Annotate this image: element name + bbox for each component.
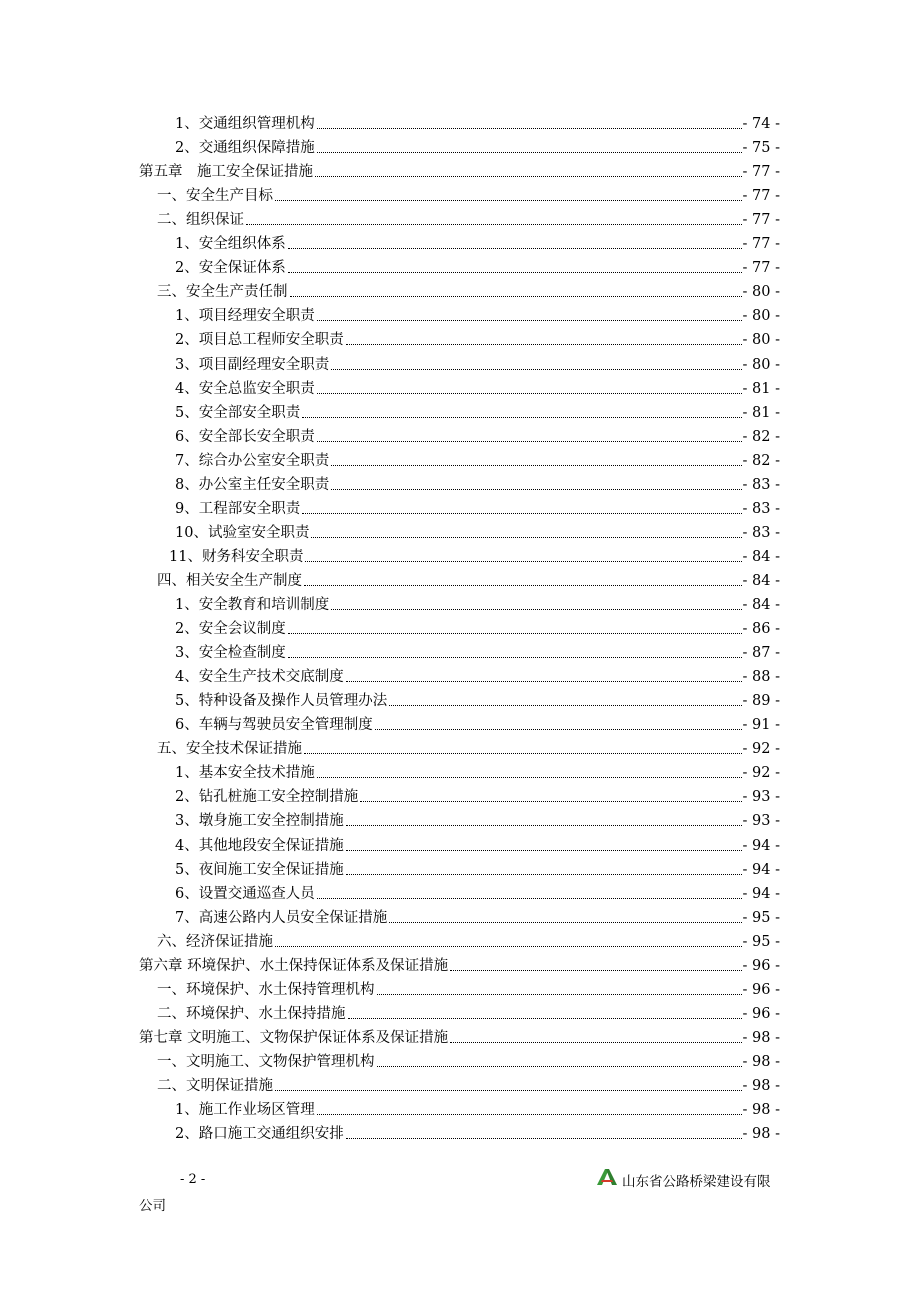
toc-entry-page: - 80 - [742,284,780,301]
toc-dot-leader [288,272,742,273]
toc-entry-title: 9、工程部安全职责 [175,500,301,517]
toc-entry-page: - 98 - [742,1029,780,1046]
toc-entry[interactable] [175,858,780,882]
toc-dot-leader [346,874,742,875]
toc-entry-title: 一、安全生产目标 [157,188,273,205]
toc-entry-page: - 94 - [742,837,780,854]
toc-entry-page: - 88 - [742,669,780,686]
toc-entry-page: - 83 - [742,476,780,493]
toc-entry-title: 1、安全组织体系 [175,236,286,253]
toc-entry-page: - 98 - [742,1053,780,1070]
toc-entry-title: 2、交通组织保障措施 [175,140,315,157]
toc-dot-leader [288,633,742,634]
toc-entry[interactable] [157,569,780,593]
toc-entry-title: 5、夜间施工安全保证措施 [175,861,344,878]
toc-entry-page: - 81 - [742,404,780,421]
toc-entry-page: - 83 - [742,500,780,517]
toc-entry[interactable] [175,1098,780,1122]
toc-entry[interactable] [175,136,780,160]
toc-entry-page: - 94 - [742,885,780,902]
toc-entry-page: - 95 - [742,933,780,950]
toc-entry[interactable] [157,1074,780,1098]
toc-entry-page: - 80 - [742,332,780,349]
toc-dot-leader [450,970,741,971]
toc-entry-title: 7、综合办公室安全职责 [175,452,330,469]
toc-entry-title: 1、施工作业场区管理 [175,1102,315,1119]
company-logo-icon [596,1168,618,1186]
toc-entry-page: - 80 - [742,356,780,373]
toc-entry-title: 4、安全总监安全职责 [175,380,315,397]
toc-entry-title: 3、安全检查制度 [175,645,286,662]
toc-entry[interactable] [175,713,780,737]
toc-entry-page: - 77 - [742,236,780,253]
toc-entry-title: 7、高速公路内人员安全保证措施 [175,909,388,926]
toc-entry-page: - 84 - [742,548,780,565]
toc-entry[interactable] [175,112,780,136]
toc-entry-title: 3、项目副经理安全职责 [175,356,330,373]
toc-dot-leader [290,296,742,297]
logo-crossbar [601,1180,613,1182]
toc-dot-leader [317,441,742,442]
toc-entry-title: 二、组织保证 [157,212,244,229]
toc-entry-page: - 84 - [742,597,780,613]
toc-entry-page: - 95 - [742,909,780,926]
toc-entry-title: 2、钻孔桩施工安全控制措施 [175,789,359,806]
toc-entry-title: 8、办公室主任安全职责 [175,476,330,493]
toc-entry[interactable] [139,1026,780,1050]
toc-entry[interactable] [175,401,780,425]
toc-entry-page: - 96 - [742,1005,780,1022]
toc-dot-leader [288,657,742,658]
toc-entry[interactable] [139,160,780,184]
toc-entry-page: - 92 - [742,741,780,758]
toc-dot-leader [377,1066,742,1067]
toc-entry[interactable] [175,906,780,930]
toc-entry-page: - 87 - [742,645,780,662]
toc-entry-title: 1、交通组织管理机构 [175,116,315,132]
toc-entry-page: - 98 - [742,1126,780,1143]
toc-dot-leader [331,369,741,370]
toc-entry[interactable] [175,593,780,617]
toc-entry[interactable] [175,761,780,785]
toc-entry-title: 4、安全生产技术交底制度 [175,669,344,686]
toc-entry[interactable] [175,497,780,521]
toc-entry-title: 6、安全部长安全职责 [175,428,315,445]
toc-entry-page: - 81 - [742,380,780,397]
toc-entry-title: 五、安全技术保证措施 [157,741,302,758]
toc-entry-page: - 94 - [742,861,780,878]
toc-entry[interactable] [175,1122,780,1146]
toc-entry[interactable] [139,954,780,978]
toc-entry[interactable] [175,689,780,713]
toc-dot-leader [304,753,742,754]
toc-entry-page: - 84 - [742,572,780,589]
toc-dot-leader [246,224,742,225]
toc-entry-title: 2、安全会议制度 [175,621,286,638]
toc-entry-page: - 82 - [742,428,780,445]
toc-entry[interactable] [175,425,780,449]
toc-dot-leader [346,850,742,851]
toc-entry[interactable] [157,280,780,304]
toc-dot-leader [317,393,742,394]
toc-entry-page: - 83 - [742,524,780,541]
toc-entry-title: 3、墩身施工安全控制措施 [175,813,344,830]
toc-entry[interactable] [157,184,780,208]
toc-dot-leader [331,465,741,466]
toc-entry[interactable] [175,882,780,906]
toc-dot-leader [331,489,741,490]
logo-right-stroke [606,1169,617,1185]
toc-entry-page: - 91 - [742,717,780,734]
toc-entry-title: 二、文明保证措施 [157,1078,273,1094]
toc-entry-title: 1、项目经理安全职责 [175,308,315,325]
toc-entry-page: - 98 - [742,1078,780,1094]
toc-entry[interactable] [175,521,780,545]
toc-entry-title: 5、安全部安全职责 [175,404,301,421]
toc-entry[interactable] [175,449,780,473]
toc-entry[interactable] [175,353,780,377]
toc-entry-title: 二、环境保护、水土保持措施 [157,1005,346,1022]
toc-dot-leader [302,513,741,514]
toc-dot-leader [317,128,742,129]
toc-entry-page: - 92 - [742,765,780,782]
toc-entry-page: - 93 - [742,789,780,806]
footer-company-name: 山东省公路桥梁建设有限 [622,1174,771,1190]
toc-entry-page: - 96 - [742,981,780,998]
toc-dot-leader [302,417,741,418]
toc-dot-leader [389,705,741,706]
footer-company-name-wrap: 公司 [139,1198,166,1214]
toc-entry[interactable] [175,785,780,809]
toc-dot-leader [389,922,741,923]
toc-dot-leader [317,320,742,321]
toc-entry[interactable] [157,737,780,761]
toc-dot-leader [275,1090,742,1091]
toc-dot-leader [346,1138,742,1139]
toc-entry-title: 6、车辆与驾驶员安全管理制度 [175,717,373,734]
toc-entry-page: - 75 - [742,140,780,157]
page-number: - 2 - [180,1172,206,1187]
toc-dot-leader [317,152,742,153]
toc-entry[interactable] [157,930,780,954]
toc-dot-leader [288,248,742,249]
toc-entry-page: - 98 - [742,1102,780,1119]
toc-entry[interactable] [175,328,780,352]
toc-dot-leader [275,200,742,201]
toc-entry-title: 2、路口施工交通组织安排 [175,1126,344,1143]
toc-entry-title: 1、基本安全技术措施 [175,765,315,782]
toc-dot-leader [317,1114,742,1115]
toc-entry-title: 一、文明施工、文物保护管理机构 [157,1053,375,1070]
toc-entry-title: 三、安全生产责任制 [157,284,288,301]
toc-entry[interactable] [175,473,780,497]
toc-entry-title: 六、经济保证措施 [157,933,273,950]
toc-entry[interactable] [157,978,780,1002]
toc-dot-leader [315,176,742,177]
toc-entry-title: 11、财务科安全职责 [169,548,304,565]
toc-entry[interactable] [175,809,780,833]
toc-entry-title: 10、试验室安全职责 [175,524,310,541]
toc-entry-page: - 77 - [742,212,780,229]
toc-dot-leader [346,344,742,345]
toc-dot-leader [346,681,742,682]
toc-entry[interactable] [175,834,780,858]
toc-entry-title: 第五章 施工安全保证措施 [139,164,313,181]
toc-entry[interactable] [175,256,780,280]
toc-entry-title: 6、设置交通巡查人员 [175,885,315,902]
toc-entry[interactable] [175,377,780,401]
toc-dot-leader [346,825,742,826]
toc-entry[interactable] [175,665,780,689]
toc-entry-title: 2、安全保证体系 [175,260,286,277]
toc-entry-page: - 82 - [742,452,780,469]
toc-dot-leader [375,729,742,730]
toc-entry-title: 1、安全教育和培训制度 [175,597,330,613]
toc-entry[interactable] [175,304,780,328]
toc-dot-leader [360,801,741,802]
toc-entry-title: 一、环境保护、水土保持管理机构 [157,981,375,998]
toc-entry[interactable] [175,641,780,665]
toc-dot-leader [305,561,741,562]
toc-entry-page: - 77 - [742,188,780,205]
toc-dot-leader [331,609,741,610]
toc-entry-title: 第七章 文明施工、文物保护保证体系及保证措施 [139,1029,449,1046]
toc-entry-page: - 86 - [742,621,780,638]
toc-entry-page: - 74 - [742,116,780,132]
toc-entry-page: - 93 - [742,813,780,830]
toc-entry-title: 4、其他地段安全保证措施 [175,837,344,854]
toc-entry-page: - 77 - [742,260,780,277]
toc-entry-page: - 77 - [742,164,780,181]
toc-dot-leader [450,1042,741,1043]
toc-entry-title: 5、特种设备及操作人员管理办法 [175,693,388,710]
toc-dot-leader [377,994,742,995]
toc-entry-page: - 96 - [742,957,780,974]
toc-dot-leader [348,1018,742,1019]
toc-entry[interactable] [157,1050,780,1074]
toc-entry[interactable] [157,1002,780,1026]
toc-entry[interactable] [169,545,780,569]
toc-dot-leader [275,946,742,947]
toc-dot-leader [304,585,742,586]
toc-entry-page: - 80 - [742,308,780,325]
toc-entry-page: - 89 - [742,693,780,710]
toc-entry-title: 四、相关安全生产制度 [157,572,302,589]
toc-entry-title: 第六章 环境保护、水土保持保证体系及保证措施 [139,957,449,974]
toc-entry[interactable] [175,232,780,256]
toc-dot-leader [317,898,742,899]
toc-entry-title: 2、项目总工程师安全职责 [175,332,344,349]
toc-dot-leader [311,537,741,538]
toc-entry[interactable] [175,617,780,641]
toc-entry[interactable] [157,208,780,232]
toc-dot-leader [317,777,742,778]
